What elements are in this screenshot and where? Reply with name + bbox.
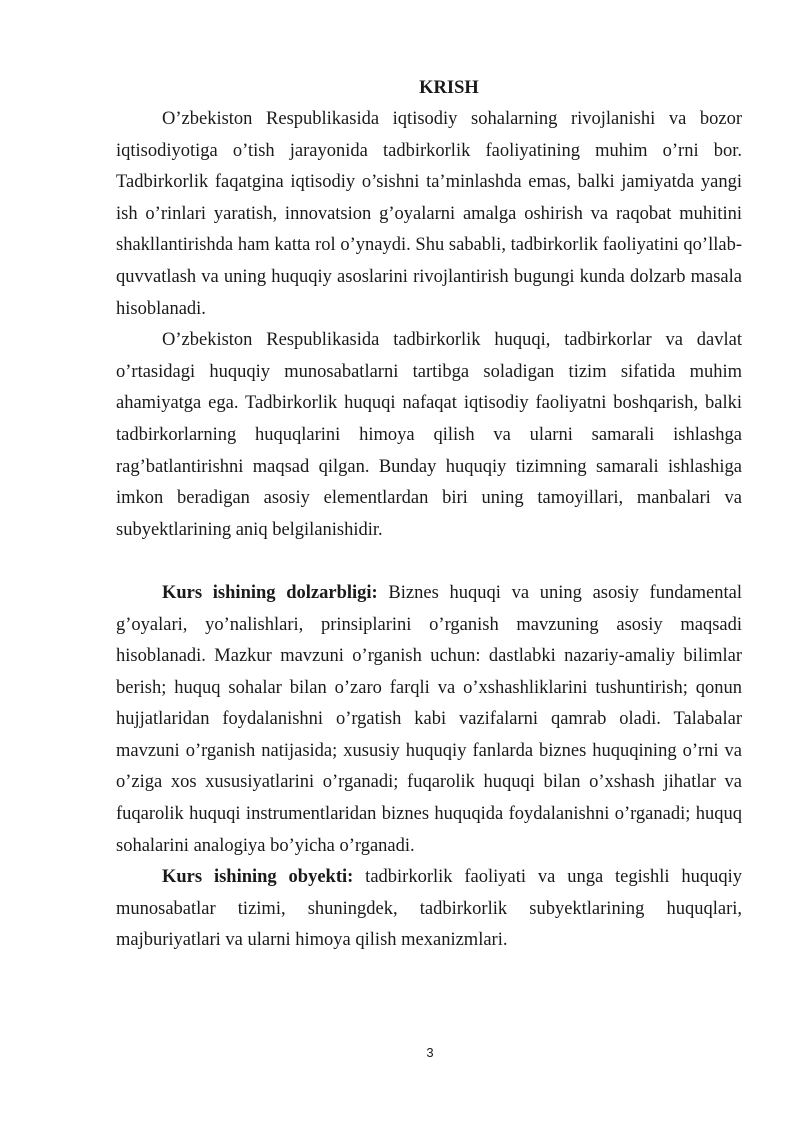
paragraph-intro-1 — [116, 104, 742, 325]
paragraph-lead-object: Kurs ishining obyekti: — [162, 867, 354, 888]
paragraph-relevance — [116, 578, 742, 862]
paragraph-intro-2 — [116, 325, 742, 546]
page-number: 3 — [426, 1045, 434, 1060]
paragraph-lead-relevance: Kurs ishining dolzarbligi: — [162, 582, 378, 603]
document-body — [116, 72, 742, 957]
paragraph-text: Biznes huquqi va uning asosiy fundamental g’oyalari, yo’nalishlari, prinsiplarini o’rganish mavzuning asosiy maqsadi hisoblanadi. Mazkur mavzuni o’rganish uchun: dastlabki nazariy-amaliy bilimlar berish; huquq sohalar bilan o’zaro farqli va o’xshashliklarini tushuntirish; qonun hujjatlaridan foydalanishni o’rgatish kabi vazifalarni qamrab oladi. Talabalar mavzuni o’rganish natijasida; xususiy huquqiy fanlarda biznes huquqining o’rni va o’ziga xos xususiyatlarini o’rganadi; fuqarolik huquqi bilan o’xshash jihatlar va fuqarolik huquqi instrumentlaridan biznes huquqida foydalanishni o’rganadi; huquq sohalarini analogiya bo’yicha o’rganadi. — [116, 582, 743, 856]
paragraph-text: O’zbekiston Respublikasida iqtisodiy sohalarning rivojlanishi va bozor iqtisodiyotiga o’tish jarayonida tadbirkorlik faoliyatining muhim o’rni bor. Tadbirkorlik faqatgina iqtisodiy o’sishni ta’minlashda emas, balki jamiyatda yangi ish o’rinlari yaratish, innovatsion g’oyalarni amalga oshirish va raqobat muhitini shakllantirishda ham katta rol o’ynaydi. Shu sababli, tadbirkorlik faoliyatini qo’llab-quvvatlash va uning huquqiy asoslarini rivojlantirish bugungi kunda dolzarb masala hisoblanadi. — [116, 109, 742, 319]
paragraph-spacer — [116, 546, 742, 578]
paragraph-text: O’zbekiston Respublikasida tadbirkorlik huquqi, tadbirkorlar va davlat o’rtasidagi huquqiy munosabatlarni tartibga soladigan tizim sifatida muhim ahamiyatga ega. Tadbirkorlik huquqi nafaqat iqtisodiy faoliyatni boshqarish, balki tadbirkorlarning huquqlarini himoya qilish va ularni samarali ishlashga rag’batlantirishni maqsad qilgan. Bunday huquqiy tizimning samarali ishlashiga imkon beradigan asosiy elementlardan biri uning tamoyillari, manbalari va subyektlarining aniq belgilanishidir. — [116, 330, 742, 540]
paragraph-text: tadbirkorlik faoliyati va unga tegishli huquqiy munosabatlar tizimi, shuningdek, tadbirkorlik subyektlarining huquqlari, majburiyatlari va ularni himoya qilish mexanizmlari. — [116, 867, 742, 951]
document-title: KRISH — [419, 78, 479, 98]
paragraph-object — [116, 862, 742, 957]
